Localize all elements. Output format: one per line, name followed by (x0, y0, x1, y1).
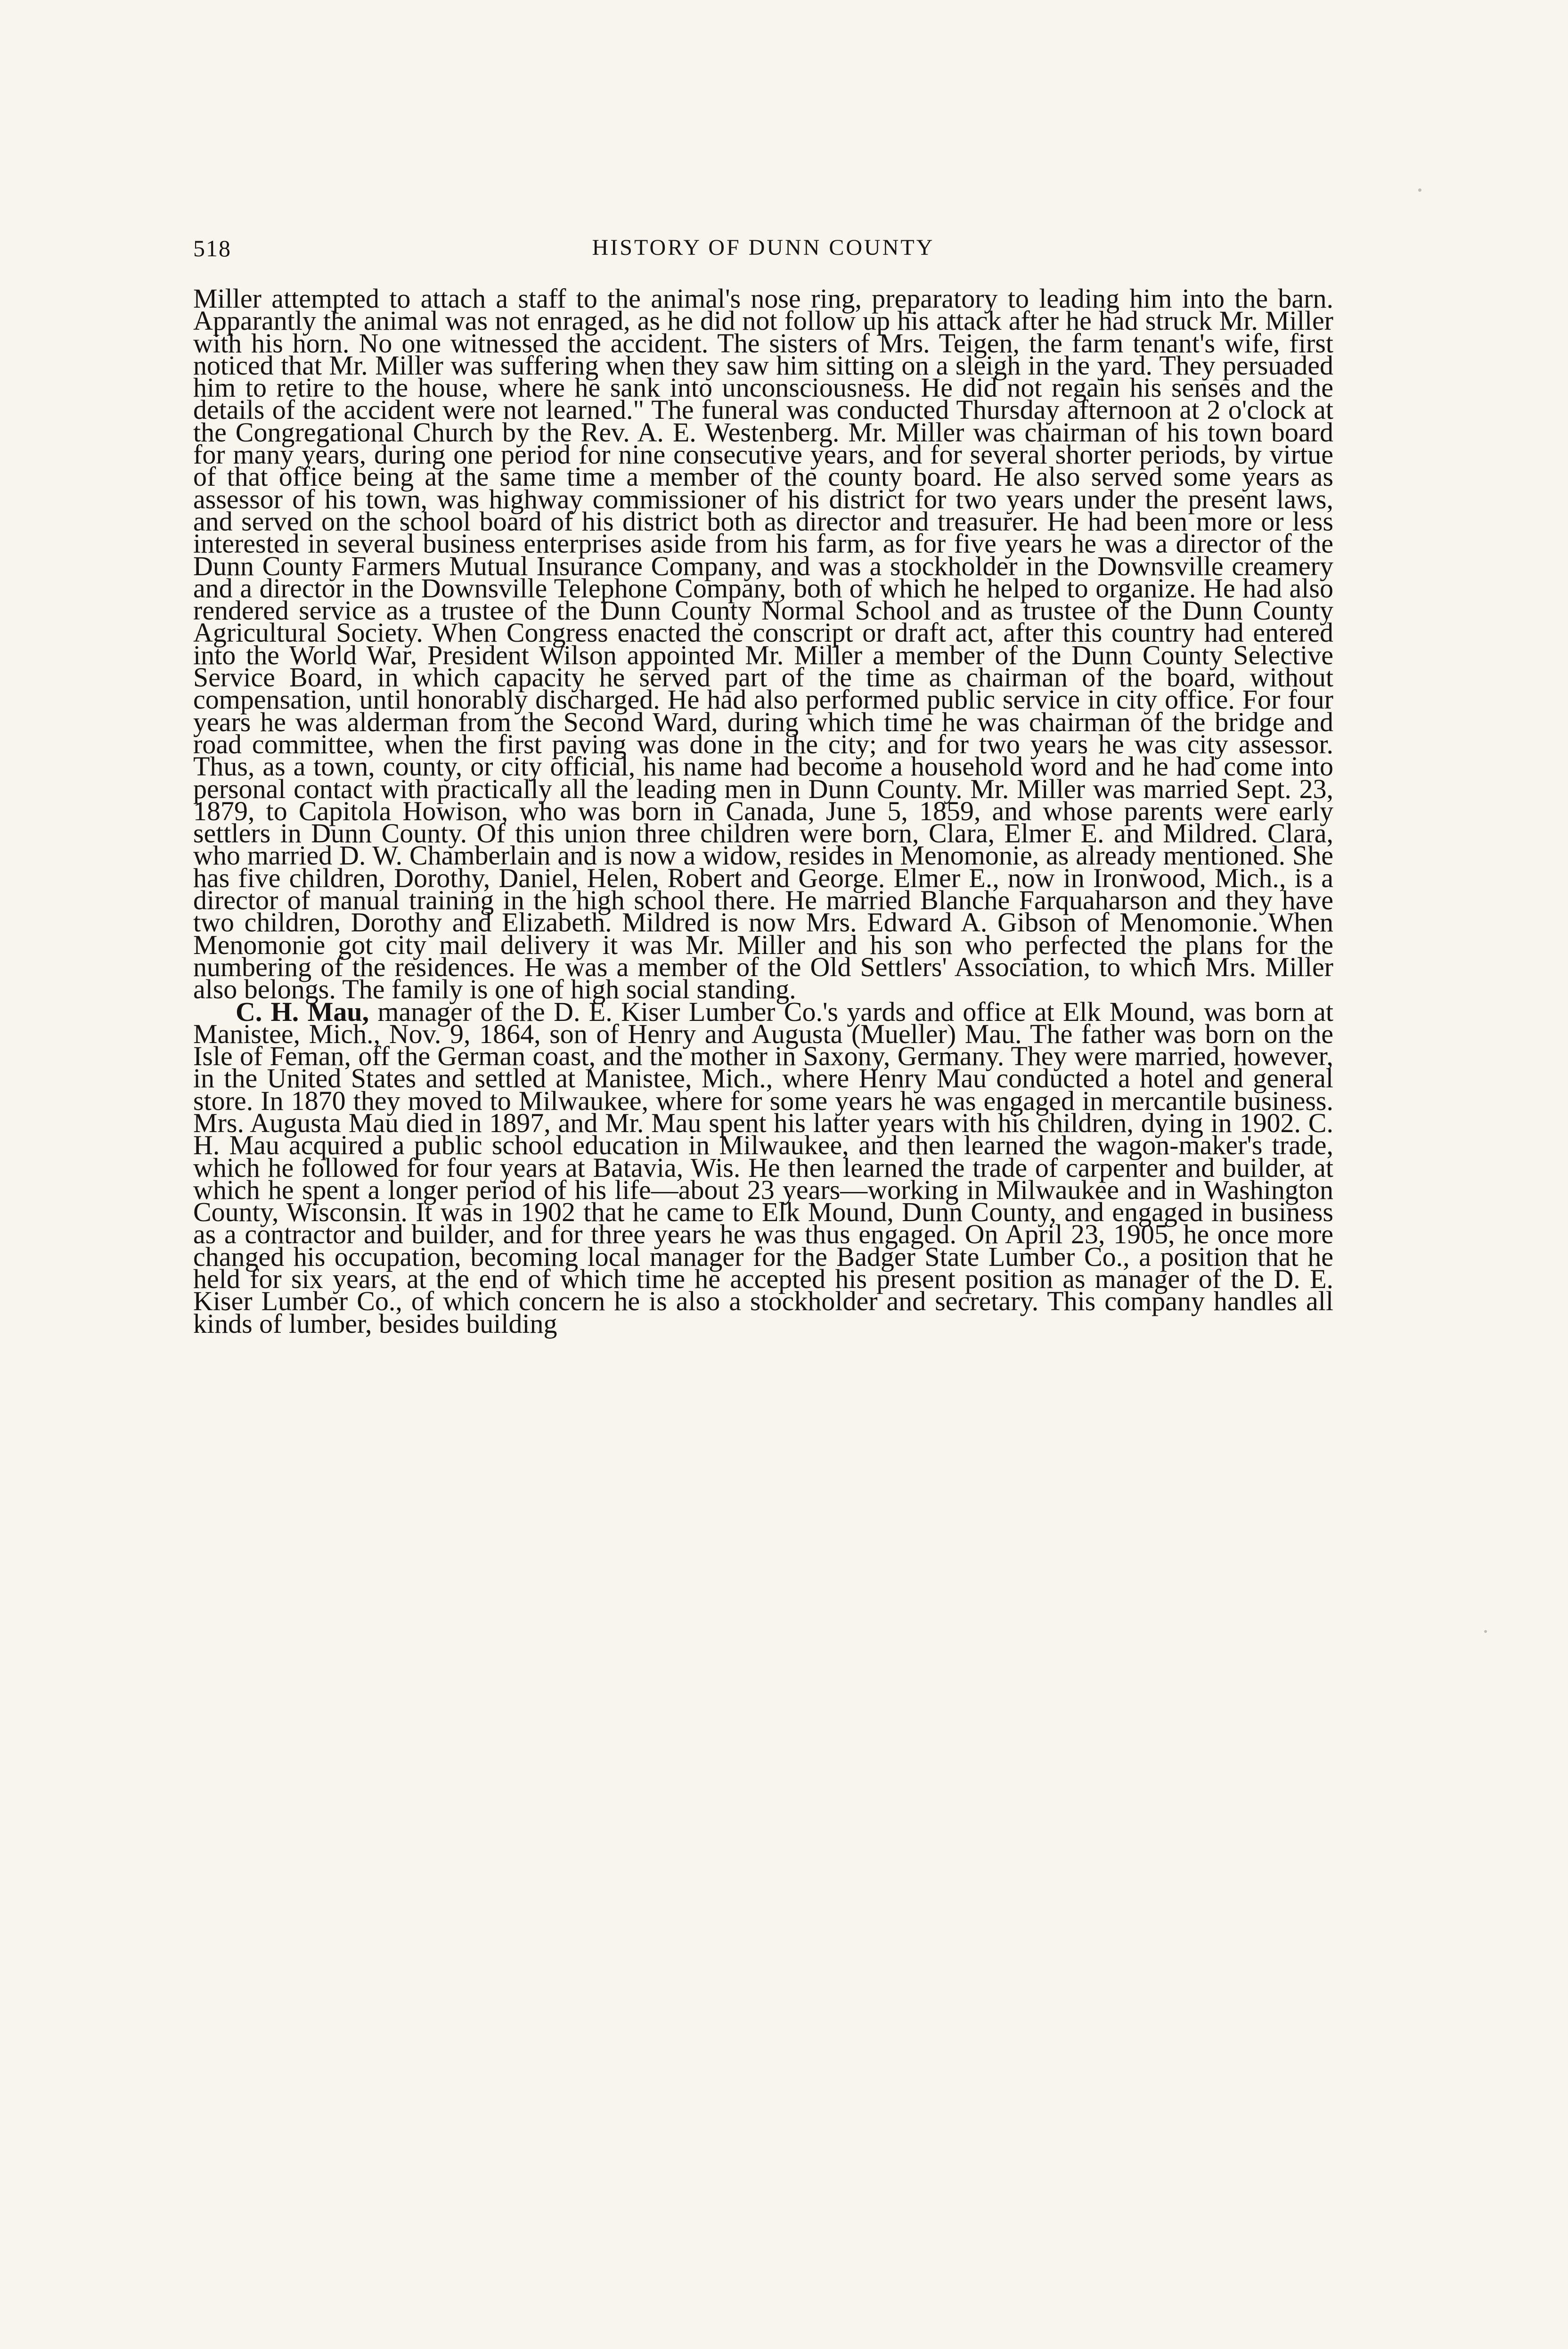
page-header (193, 235, 1333, 272)
body-text (193, 283, 1334, 1339)
paper-speck (1418, 188, 1421, 192)
paper-speck (1484, 1630, 1487, 1633)
biography-subject-name: C. H. Mau, (236, 996, 369, 1027)
paragraph-miller-continued: Miller attempted to attach a staff to the animal's nose ring, preparatory to leading him into the barn. Apparantly the animal was not enraged, as he did not follow up his attack after he had struck Mr. Miller with his horn. No one witnessed the accident. The sisters of Mrs. Teigen, the farm tenant's wife, first noticed that Mr. Miller was suffering when they saw him sitting on a sleigh in the yard. They persuaded him to retire to the house, where he sank into unconsciousness. He did not regain his senses and the details of the accident were not learned." The funeral was conducted Thursday afternoon at 2 o'clock at the Congregational Church by the Rev. A. E. Westenberg. Mr. Miller was chairman of his town board for many years, during one period for nine consecutive years, and for several shorter periods, by virtue of that office being at the same time a member of the county board. He also served some years as assessor of his town, was highway commissioner of his district for two years under the present laws, and served on the school board of his district both as director and treasurer. He had been more or less interested in several business enterprises aside from his farm, as for five years he was a director of the Dunn County Farmers Mutual Insurance Company, and was a stockholder in the Downsville creamery and a director in the Downsville Telephone Company, both of which he helped to organize. He had also rendered service as a trustee of the Dunn County Normal School and as trustee of the Dunn County Agricultural Society. When Congress enacted the conscript or draft act, after this country had entered into the World War, President Wilson appointed Mr. Miller a member of the Dunn County Selective Service Board, in which capacity he served part of the time as chairman of the board, without compensation, until honorably discharged. He had also performed public service in city office. For four years he was alderman from the Second Ward, during which time he was chairman of the bridge and road committee, when the first paving was done in the city; and for two years he was city assessor. Thus, as a town, county, or city official, his name had become a household word and he had come into personal contact with practically all the leading men in Dunn County. Mr. Miller was married Sept. 23, 1879, to Capitola Howison, who was born in Canada, June 5, 1859, and whose parents were early settlers in Dunn County. Of this union three children were born, Clara, Elmer E. and Mildred. Clara, who married D. W. Chamberlain and is now a widow, resides in Menomonie, as already mentioned. She has five children, Dorothy, Daniel, Helen, Robert and George. Elmer E., now in Ironwood, Mich., is a director of manual training in the high school there. He married Blanche Farquaharson and they have two children, Dorothy and Elizabeth. Mildred is now Mrs. Edward A. Gibson of Menomonie. When Menomonie got city mail delivery it was Mr. Miller and his son who perfected the plans for the numbering of the residences. He was a member of the Old Settlers' Association, to which Mrs. Miller also belongs. The family is one of high social standing. (193, 283, 1333, 1005)
biography-text: manager of the D. E. Kiser Lumber Co.'s yards and office at Elk Mound, was born at Manistee, Mich., Nov. 9, 1864, son of Henry and Augusta (Mueller) Mau. The father was born on the Isle of Feman, off the German coast, and the mother in Saxony, Germany. They were married, however, in the United States and settled at Manistee, Mich., where Henry Mau conducted a hotel and general store. In 1870 they moved to Milwaukee, where for some years he was engaged in mercantile business. Mrs. Augusta Mau died in 1897, and Mr. Mau spent his latter years with his children, dying in 1902. C. H. Mau acquired a public school education in Milwaukee, and then learned the wagon-maker's trade, which he followed for four years at Batavia, Wis. He then learned the trade of carpenter and builder, at which he spent a longer period of his life—about 23 years—working in Milwaukee and in Washington County, Wisconsin. It was in 1902 that he came to Elk Mound, Dunn County, and engaged in business as a contractor and builder, and for three years he was thus engaged. On April 23, 1905, he once more changed his occupation, becoming local manager for the Badger State Lumber Co., a position that he held for six years, at the end of which time he accepted his present position as manager of the D. E. Kiser Lumber Co., of which concern he is also a stockholder and secretary. This company handles all kinds of lumber, besides building (193, 996, 1334, 1339)
running-title: HISTORY OF DUNN COUNTY (592, 235, 935, 260)
paragraph-mau-biography (193, 996, 1334, 1339)
page-number: 518 (193, 235, 231, 261)
